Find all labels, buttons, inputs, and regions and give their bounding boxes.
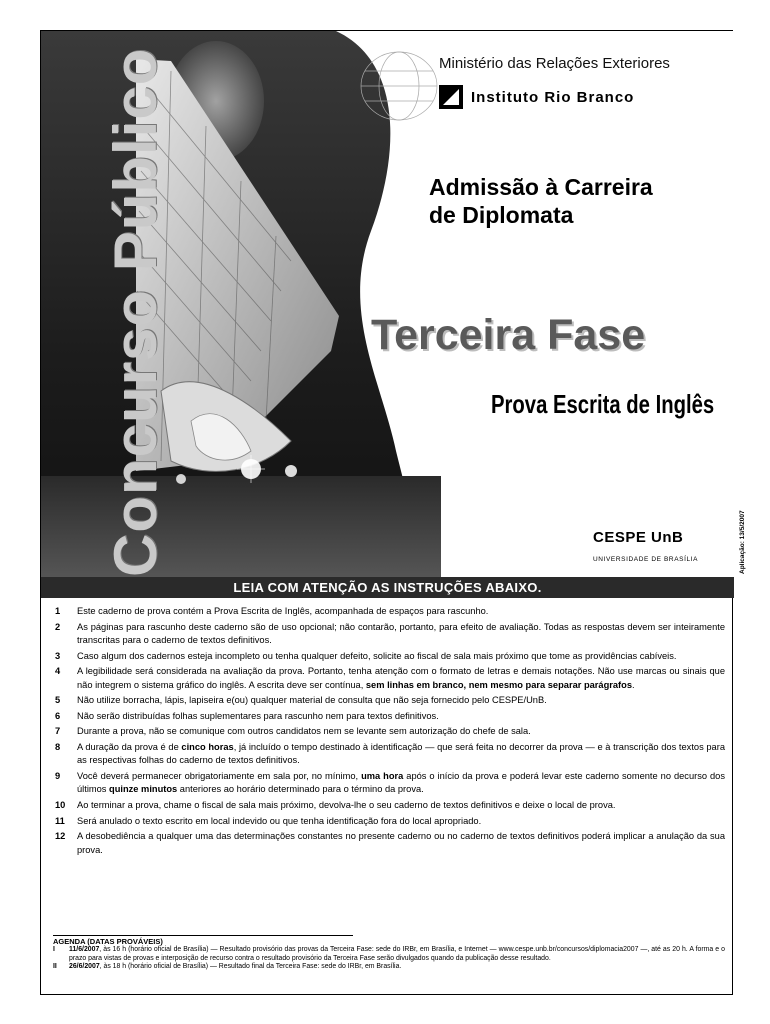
- institute-name: Instituto Rio Branco: [471, 88, 635, 106]
- agenda-row: [53, 963, 725, 971]
- institute-row: [439, 85, 634, 109]
- instruction-text: Este caderno de prova contém a Prova Escrita de Inglês, acompanhada de espaços para rascunho.: [77, 606, 489, 616]
- instruction-number: 12: [55, 831, 66, 842]
- exam-name: Prova Escrita de Inglês: [491, 389, 715, 419]
- instruction-item: [55, 694, 725, 707]
- agenda-text: 11/6/2007, às 16 h (horário oficial de Brasília) — Resultado provisório das provas da Terceira Fase: sede do IRBr, em Brasília, e Internet — www.cespe.unb.br/concursos/diplomacia2007 —, até as 20 h. A forma e o prazo para vistas de provas e interposição de recurso contra o resultado provisório da Terceira Fase serão divulgados quando da publicação desse resultado.: [69, 946, 725, 962]
- agenda-roman: I: [53, 946, 55, 954]
- instruction-item: [55, 605, 725, 618]
- instruction-number: 4: [55, 666, 61, 677]
- admission-line-1: Admissão à Carreira: [429, 174, 653, 200]
- instruction-text: As páginas para rascunho deste caderno são de uso opcional; não contarão, portanto, para efeito de avaliação. Todas as respostas devem ser inteiramente transcritas para o caderno de textos definitivos.: [77, 621, 725, 645]
- instruction-number: 3: [55, 650, 61, 661]
- agenda-title: AGENDA (DATAS PROVÁVEIS): [53, 935, 353, 946]
- ministry-name: Ministério das Relações Exteriores: [439, 55, 670, 72]
- instruction-number: 7: [55, 726, 61, 737]
- instruction-text: Você deverá permanecer obrigatoriamente em sala por, no mínimo, uma hora após o início da prova e poderá levar este caderno somente no decurso dos últimos quinze minutos anteriores ao horário determinado para o término da prova.: [77, 770, 725, 795]
- vertical-title: Concurso Público: [102, 47, 169, 577]
- admission-title: [429, 173, 729, 229]
- instruction-text: A desobediência a qualquer uma das determinações constantes no presente caderno ou no caderno de textos definitivos poderá implicar a anulação da sua prova.: [77, 831, 725, 855]
- cespe-logo: CESPE UnB: [593, 529, 684, 546]
- institute-logo-icon: [439, 85, 463, 109]
- cover-area: [41, 31, 746, 577]
- phase-title: Terceira Fase: [371, 311, 646, 359]
- instruction-number: 2: [55, 621, 61, 632]
- instruction-number: 1: [55, 606, 61, 616]
- admission-line-2: de Diplomata: [429, 202, 574, 228]
- agenda-roman: II: [53, 963, 57, 971]
- cespe-subtitle: UNIVERSIDADE DE BRASÍLIA: [593, 556, 699, 563]
- exam-cover-page: [40, 30, 746, 995]
- agenda-section: [53, 935, 725, 972]
- instruction-text: Não utilize borracha, lápis, lapiseira e(ou) qualquer material de consulta que não seja fornecido pelo CESPE/UnB.: [77, 695, 547, 706]
- instruction-text: A duração da prova é de cinco horas, já incluído o tempo destinado à identificação — que será feita no decorrer da prova — e à transcrição dos textos para as respectivas folhas do caderno de textos definitivos.: [77, 741, 725, 766]
- instructions-list: [55, 605, 725, 859]
- instruction-number: 8: [55, 741, 61, 752]
- instruction-item: [55, 770, 725, 797]
- instruction-text: Ao terminar a prova, chame o fiscal de sala mais próximo, devolva-lhe o seu caderno de textos definitivos e deixe o local de prova.: [77, 799, 616, 810]
- instruction-item: [55, 741, 725, 768]
- instructions-heading: LEIA COM ATENÇÃO AS INSTRUÇÕES ABAIXO.: [41, 577, 734, 598]
- instruction-item: [55, 725, 725, 738]
- instruction-number: 5: [55, 695, 61, 706]
- instruction-item: [55, 710, 725, 723]
- instruction-item: [55, 799, 725, 812]
- application-date: Aplicação: 13/5/2007: [739, 510, 746, 574]
- instruction-item: [55, 830, 725, 857]
- instruction-text: Caso algum dos cadernos esteja incompleto ou tenha qualquer defeito, solicite ao fiscal de sala mais próximo que tome as providências cabíveis.: [77, 650, 677, 661]
- instruction-text: Será anulado o texto escrito em local indevido ou que tenha identificação fora do local apropriado.: [77, 815, 482, 826]
- instruction-item: [55, 650, 725, 663]
- instruction-item: [55, 621, 725, 648]
- instruction-number: 9: [55, 770, 61, 781]
- agenda-rows: [53, 946, 725, 971]
- instruction-number: 11: [55, 815, 65, 826]
- instruction-text: Durante a prova, não se comunique com outros candidatos nem se levante sem autorização do chefe de sala.: [77, 726, 531, 737]
- instruction-number: 6: [55, 710, 61, 721]
- instruction-number: 10: [55, 799, 66, 810]
- agenda-text: 26/6/2007, às 18 h (horário oficial de Brasília) — Resultado final da Terceira Fase: sede do IRBr, em Brasília.: [69, 963, 402, 971]
- instruction-text: A legibilidade será considerada na avaliação da prova. Portanto, tenha atenção com o formato de letras e demais notações. Não use marcas ou sinais que não integrem o sistema gráfico do inglês. A escrita deve ser contínua, sem linhas em branco, nem mesmo para separar parágrafos.: [77, 666, 725, 690]
- instruction-text: Não serão distribuídas folhas suplementares para rascunho nem para textos definitivos.: [77, 710, 439, 721]
- instruction-item: [55, 665, 725, 692]
- agenda-row: [53, 946, 725, 963]
- instruction-item: [55, 815, 725, 828]
